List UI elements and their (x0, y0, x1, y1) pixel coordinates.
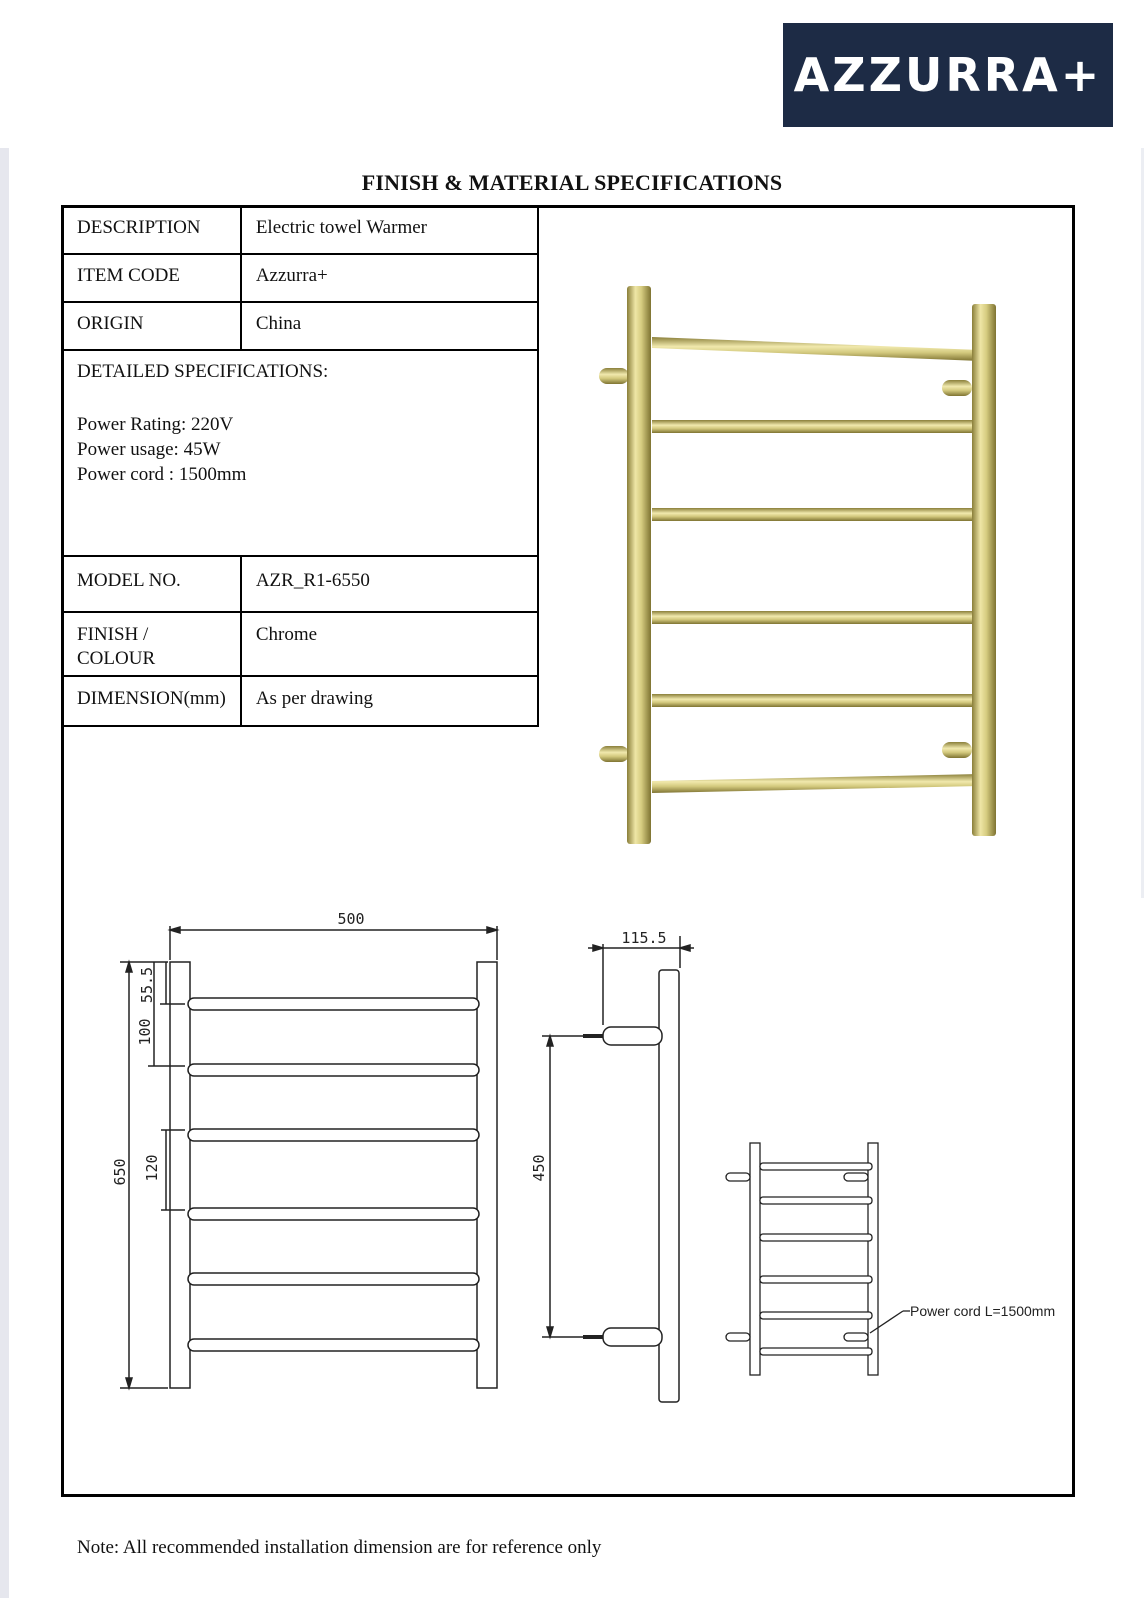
item-code-value: Azzurra+ (241, 254, 538, 302)
wall-bracket (599, 368, 629, 384)
mid-gap-dimension: 120 (143, 1154, 161, 1182)
wall-bracket (942, 380, 972, 396)
origin-value: China (241, 302, 538, 350)
page-title: FINISH & MATERIAL SPECIFICATIONS (361, 170, 783, 195)
power-cord-line: Power cord : 1500mm (77, 464, 247, 485)
rail-bar (188, 1339, 479, 1351)
rail-bar (188, 1129, 479, 1141)
wall-bracket (599, 746, 629, 762)
rail-bar (188, 1064, 479, 1076)
dimension-value: As per drawing (241, 676, 538, 726)
mount-dimension: 450 (530, 1154, 548, 1182)
towel-rail-bar (652, 508, 982, 521)
towel-rail-bar (652, 611, 982, 624)
rear-view-drawing (726, 1143, 910, 1375)
width-dimension: 500 (337, 910, 365, 928)
rail-bar (188, 998, 479, 1010)
origin-label: ORIGIN (62, 302, 241, 350)
power-usage-line: Power usage: 45W (77, 439, 221, 460)
description-label: DESCRIPTION (62, 206, 241, 254)
footer-note: Note: All recommended installation dimension are for reference only (77, 1537, 602, 1558)
power-cord-label: Power cord L=1500mm (910, 1303, 1056, 1319)
rail-bar (188, 1208, 479, 1220)
top-gap-dimension: 55.5 (138, 966, 156, 1004)
finish-label-line2: COLOUR (77, 648, 156, 669)
detailed-specifications-label: DETAILED SPECIFICATIONS: (77, 361, 329, 382)
height-dimension: 650 (111, 1158, 129, 1186)
left-upright (627, 286, 651, 844)
towel-rail-bar (652, 420, 982, 433)
bracket-profile (603, 1027, 662, 1045)
description-value: Electric towel Warmer (241, 206, 538, 254)
towel-rail-bar (652, 337, 980, 361)
towel-rail-bar (652, 774, 980, 793)
right-upright (972, 304, 996, 836)
bracket-profile (603, 1328, 662, 1346)
front-elevation-drawing (120, 926, 497, 1388)
model-label: MODEL NO. (62, 556, 241, 612)
side-elevation-drawing (542, 936, 694, 1402)
brand-logo: AZZURRA+ (783, 23, 1113, 127)
rail-gap-dimension: 100 (136, 1018, 154, 1046)
wall-bracket (942, 742, 972, 758)
dimension-label: DIMENSION(mm) (62, 676, 241, 726)
rail-bar (188, 1273, 479, 1285)
model-value: AZR_R1-6550 (241, 556, 538, 612)
finish-label-line1: FINISH / (77, 624, 149, 645)
depth-dimension: 115.5 (621, 929, 667, 947)
power-rating-line: Power Rating: 220V (77, 414, 234, 435)
item-code-label: ITEM CODE (62, 254, 241, 302)
finish-value: Chrome (241, 612, 538, 676)
towel-rail-bar (652, 694, 982, 707)
towel-warmer-render (599, 286, 996, 844)
